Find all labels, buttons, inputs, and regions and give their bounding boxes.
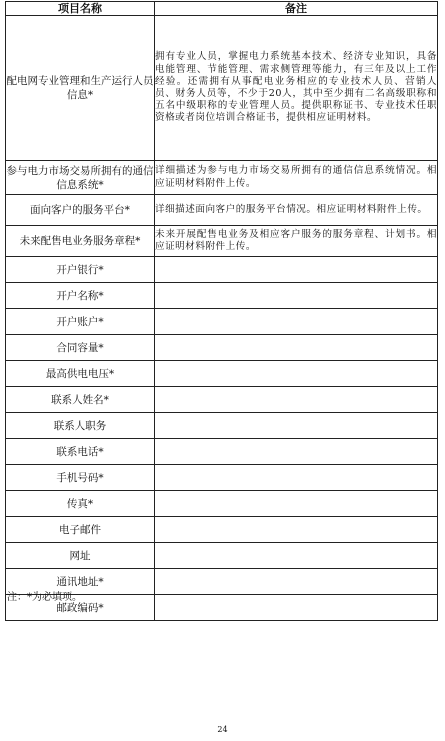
row-item-name: 面向客户的服务平台* — [6, 195, 155, 226]
row-remarks — [155, 309, 438, 335]
table-row — [6, 283, 438, 309]
row-remarks — [155, 257, 438, 283]
row-item-name: 邮政编码* — [6, 595, 155, 621]
row-item-name: 最高供电电压* — [6, 361, 155, 387]
row-item-name: 电子邮件 — [6, 517, 155, 543]
table-row — [6, 361, 438, 387]
row-remarks — [155, 517, 438, 543]
table-row — [6, 439, 438, 465]
row-item-name: 传真* — [6, 491, 155, 517]
header-remarks: 备注 — [155, 2, 438, 16]
table-row — [6, 413, 438, 439]
table-row — [6, 465, 438, 491]
row-remarks — [155, 283, 438, 309]
row-item-name: 开户名称* — [6, 283, 155, 309]
row-item-name: 网址 — [6, 543, 155, 569]
table-row — [6, 517, 438, 543]
row-remarks — [155, 361, 438, 387]
row-remarks: 未来开展配售电业务及相应客户服务的服务章程、计划书。相应证明材料附件上传。 — [155, 226, 438, 257]
table-row — [6, 16, 438, 161]
row-remarks — [155, 465, 438, 491]
row-remarks: 拥有专业人员，掌握电力系统基本技术、经济专业知识，具备电能管理、节能管理、需求侧管理等能力，有三年及以上工作经验。还需拥有从事配电业务相应的专业技术人员、营销人员、财务人员等，不少于20人，其中至少拥有二名高级职称和五名中级职称的专业管理人员。提供职称证书、专业技术任职资格或者岗位培训合格证书，提供相应证明材料。 — [155, 16, 438, 161]
row-remarks — [155, 413, 438, 439]
row-remarks — [155, 569, 438, 595]
table-row — [6, 335, 438, 361]
row-item-name: 联系电话* — [6, 439, 155, 465]
table-header-row — [6, 2, 438, 16]
row-item-name: 参与电力市场交易所拥有的通信信息系统* — [6, 161, 155, 195]
required-field-footnote: 注：*为必填项。 — [7, 592, 82, 603]
row-item-name: 开户账户* — [6, 309, 155, 335]
table-row — [6, 387, 438, 413]
row-remarks: 详细描述为参与电力市场交易所拥有的通信信息系统情况。相应证明材料附件上传。 — [155, 161, 438, 195]
table-row — [6, 309, 438, 335]
row-item-name: 联系人职务 — [6, 413, 155, 439]
row-item-name: 手机号码* — [6, 465, 155, 491]
row-remarks — [155, 439, 438, 465]
row-item-name: 未来配售电业务服务章程* — [6, 226, 155, 257]
row-item-name: 开户银行* — [6, 257, 155, 283]
table-row — [6, 161, 438, 195]
row-item-name: 合同容量* — [6, 335, 155, 361]
page-number: 24 — [217, 725, 228, 734]
table-row — [6, 257, 438, 283]
table-row — [6, 226, 438, 257]
row-remarks — [155, 491, 438, 517]
row-remarks: 详细描述面向客户的服务平台情况。相应证明材料附件上传。 — [155, 195, 438, 226]
table-row — [6, 195, 438, 226]
header-item-name: 项目名称 — [6, 2, 155, 16]
table-row — [6, 543, 438, 569]
table-row — [6, 569, 438, 595]
row-item-name: 联系人姓名* — [6, 387, 155, 413]
registration-info-table — [5, 1, 438, 621]
row-item-name: 通讯地址* — [6, 569, 155, 595]
row-remarks — [155, 543, 438, 569]
row-remarks — [155, 595, 438, 621]
row-remarks — [155, 335, 438, 361]
row-item-name: 配电网专业管理和生产运行人员信息* — [6, 16, 155, 161]
table-row — [6, 491, 438, 517]
row-remarks — [155, 387, 438, 413]
